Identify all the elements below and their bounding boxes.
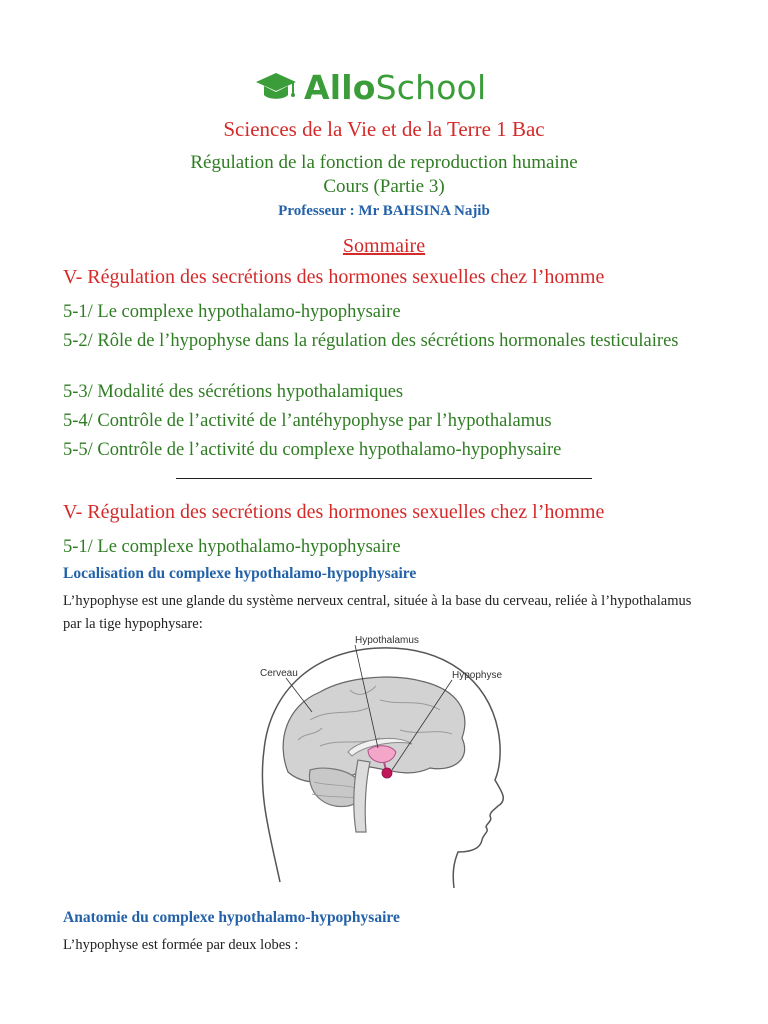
paragraph-localisation: L’hypophyse est une glande du système nerveux central, située à la base du cerveau, reliée à l’hypothalamus par la tige hypophysare:	[63, 593, 692, 632]
label-cerveau: Cerveau	[260, 668, 298, 679]
section-heading: 5-1/ Le complexe hypothalamo-hypophysaire	[63, 537, 401, 557]
summary-title: Sommaire	[342, 235, 426, 257]
alloschool-logo[interactable]	[254, 64, 486, 110]
lesson-title-line1: Régulation de la fonction de reproduction humaine	[190, 152, 578, 173]
brain-diagram	[240, 620, 540, 892]
lesson-title-line2: Cours (Partie 3)	[323, 176, 445, 197]
summary-item-1[interactable]: 5-1/ Le complexe hypothalamo-hypophysaire	[63, 302, 401, 322]
hypophyse-gland	[382, 768, 392, 778]
subject-title: Sciences de la Vie et de la Terre 1 Bac	[223, 117, 545, 141]
chapter-heading: V- Régulation des secrétions des hormones sexuelles chez l’homme	[63, 501, 605, 523]
subsection-heading-anatomie: Anatomie du complexe hypothalamo-hypophysaire	[63, 909, 400, 926]
subsection-heading-localisation: Localisation du complexe hypothalamo-hypophysaire	[63, 565, 417, 582]
summary-chapter-heading: V- Régulation des secrétions des hormones sexuelles chez l’homme	[63, 266, 605, 288]
professor-name: Professeur : Mr BAHSINA Najib	[278, 203, 490, 219]
lesson-title	[0, 151, 768, 199]
brainstem-shape	[354, 760, 370, 832]
label-hypothalamus: Hypothalamus	[355, 635, 419, 646]
logo-wordmark: AlloSchool	[304, 67, 487, 107]
summary-item-3[interactable]: 5-3/ Modalité des sécrétions hypothalamiques	[63, 382, 404, 402]
graduation-cap-icon	[254, 65, 298, 109]
label-hypophyse: Hypophyse	[452, 670, 503, 681]
paragraph-anatomie: L’hypophyse est formée par deux lobes :	[63, 937, 299, 953]
summary-item-4[interactable]: 5-4/ Contrôle de l’activité de l’antéhypophyse par l’hypothalamus	[63, 411, 552, 431]
section-divider	[176, 478, 592, 479]
summary-item-2[interactable]: 5-2/ Rôle de l’hypophyse dans la régulation des sécrétions hormonales testiculaires	[63, 331, 679, 351]
summary-item-5[interactable]: 5-5/ Contrôle de l’activité du complexe hypothalamo-hypophysaire	[63, 440, 562, 460]
